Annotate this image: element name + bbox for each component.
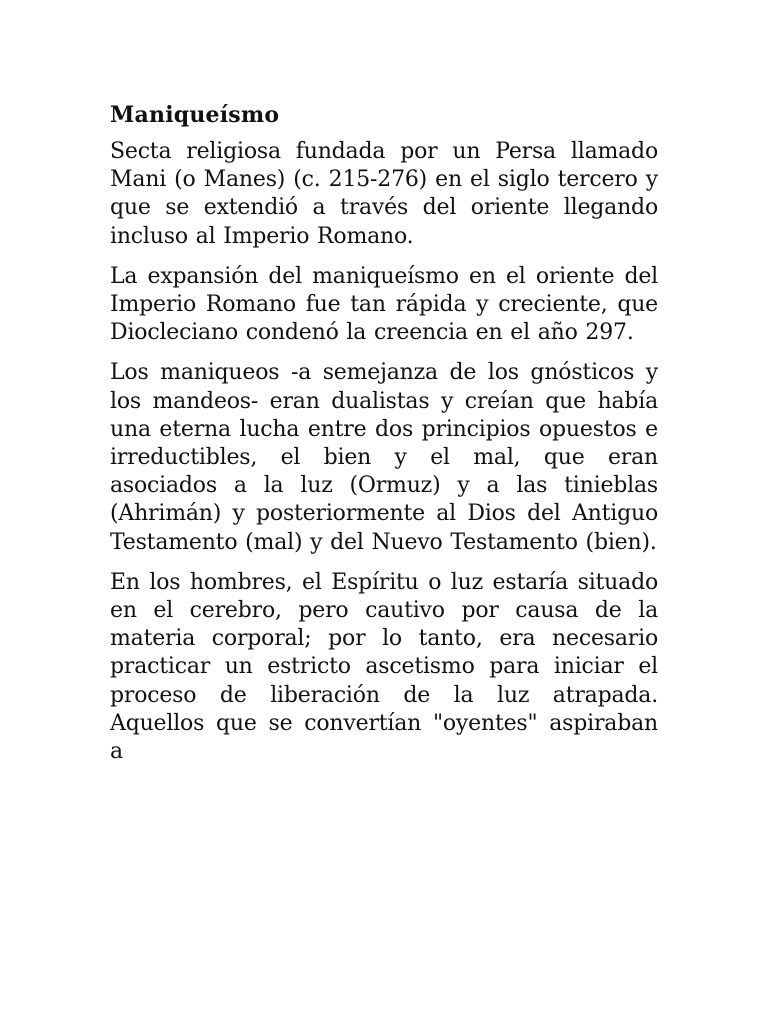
document-title: Maniqueísmo bbox=[110, 102, 280, 128]
document-page bbox=[110, 98, 658, 778]
paragraph-2: La expansión del maniqueísmo en el oriente del Imperio Romano fue tan rápida y creciente, que Diocleciano condenó la creencia en el año 297. bbox=[110, 263, 658, 346]
paragraph-4: En los hombres, el Espíritu o luz estaría situado en el cerebro, pero cautivo por causa de la materia corporal; por lo tanto, era necesario practicar un estricto ascetismo para iniciar el proceso de liberación de la luz atrapada. Aquellos que se convertían "oyentes" aspiraban a bbox=[110, 569, 658, 765]
paragraph-1: Secta religiosa fundada por un Persa llamado Mani (o Manes) (c. 215-276) en el siglo tercero y que se extendió a través del oriente llegando incluso al Imperio Romano. bbox=[110, 139, 658, 249]
paragraph-3: Los maniqueos -a semejanza de los gnósticos y los mandeos- eran dualistas y creían que había una eterna lucha entre dos principios opuestos e irreductibles, el bien y el mal, que eran asociados a la luz (Ormuz) y a las tinieblas (Ahrimán) y posteriormente al Dios del Antiguo Testamento (mal) y del Nuevo Testamento (bien). bbox=[110, 360, 658, 555]
